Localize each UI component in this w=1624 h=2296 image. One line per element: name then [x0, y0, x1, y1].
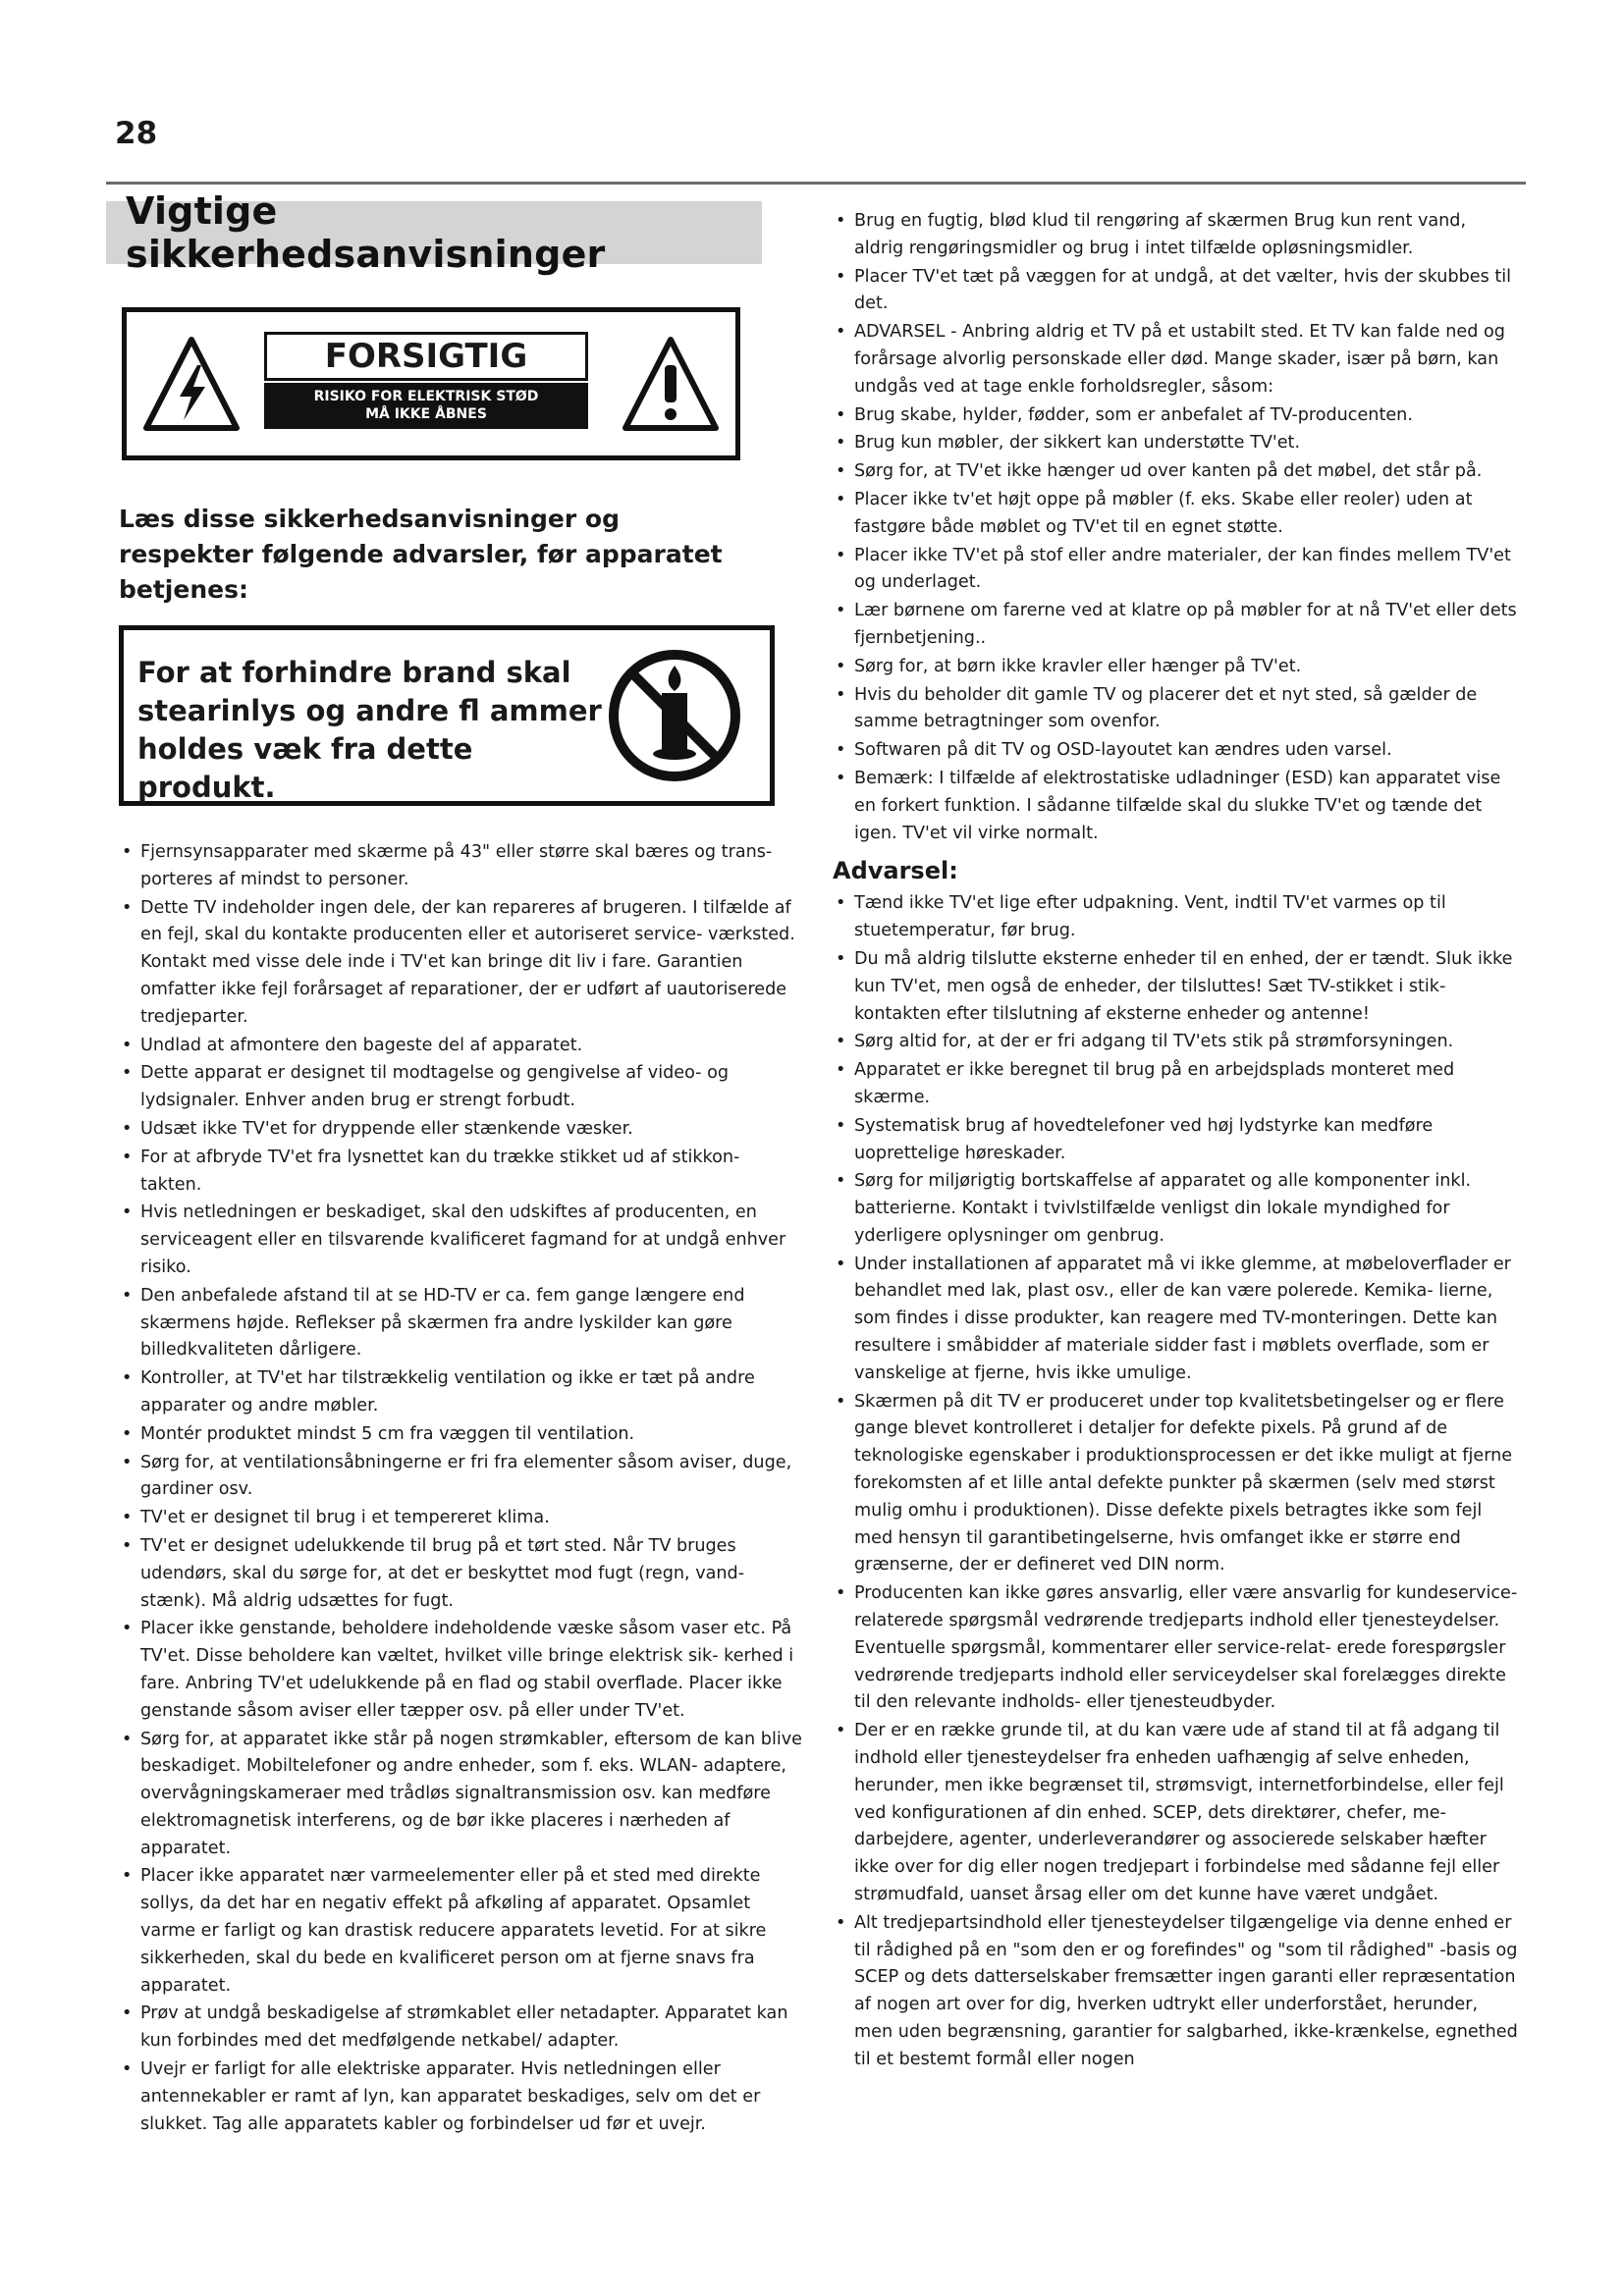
list-item: • Montér produktet mindst 5 cm fra væggen til ventilation.: [119, 1421, 806, 1449]
list-item: • Lær børnene om farerne ved at klatre op på møbler for at nå TV'et eller dets fjernbetjening..: [833, 598, 1520, 653]
list-item: • Placer ikke tv'et højt oppe på møbler (f. eks. Skabe eller reoler) uden at fastgøre både møblet og TV'et til en egnet støtte.: [833, 487, 1520, 542]
caution-subtext: [264, 383, 588, 429]
advarsel-heading: Advarsel:: [833, 857, 958, 885]
list-item: • Sørg for, at børn ikke kravler eller hænger på TV'et.: [833, 654, 1520, 681]
page-number: 28: [115, 116, 158, 151]
list-item: • Dette apparat er designet til modtagelse og gengivelse af video- og lydsignaler. Enhver anden brug er strengt forbudt.: [119, 1060, 806, 1115]
no-open-flame-icon: [605, 646, 744, 785]
caution-heading: FORSIGTIG: [264, 332, 588, 381]
list-item: • Brug kun møbler, der sikkert kan understøtte TV'et.: [833, 430, 1520, 457]
list-item: • For at afbryde TV'et fra lysnettet kan du trække stikket ud af stikkon- takten.: [119, 1145, 806, 1200]
fire-warning-box: [119, 625, 775, 806]
caution-line-1: RISIKO FOR ELEKTRISK STØD: [313, 389, 539, 404]
list-item: • Hvis netledningen er beskadiget, skal den udskiftes af producenten, en serviceagent eller en tilsvarende kvalificeret fagmand for at undgå enhver risiko.: [119, 1200, 806, 1281]
caution-line-2: MÅ IKKE ÅBNES: [365, 406, 487, 422]
list-item: • Placer TV'et tæt på væggen for at undgå, at det vælter, hvis der skubbes til det.: [833, 264, 1520, 319]
list-item: • Dette TV indeholder ingen dele, der kan repareres af brugeren. I tilfælde af en fejl, skal du kontakte producenten eller et autoriseret service- værksted. Kontakt med visse dele inde i TV'et kan bringe dit liv i fare. Garantien omfatter ikke fejl forårsaget af reparationer, der er udført af uautoriserede tredjeparter.: [119, 895, 806, 1032]
list-item: • Placer ikke apparatet nær varmeelementer eller på et sted med direkte sollys, da det har en negativ effekt på afkøling af apparatet. Opsamlet varme er farligt og kan drastisk reducere apparatets levetid. For at sikre sikkerheden, skal du bede en kvalificeret person om at fjerne snavs fra apparatet.: [119, 1863, 806, 2000]
list-item: • Du må aldrig tilslutte eksterne enheder til en enhed, der er tændt. Sluk ikke kun TV'et, men også de enheder, der tilsluttes! Sæt TV-stikket i stik- kontakten efter tilslutning af eksterne enheder og antenne!: [833, 946, 1520, 1028]
list-item: • Producenten kan ikke gøres ansvarlig, eller være ansvarlig for kundeservice-relaterede spørgsmål vedrørende tredjeparts indhold eller tjenesteydelser. Eventuelle spørgsmål, kommentarer eller service-relat- erede forespørgsler vedrørende tredjeparts indhold eller serviceydelser skal forelægges direkte til den relevante indholds- eller tjenesteudbyder.: [833, 1580, 1520, 1717]
advarsel-bullet-list: [833, 890, 1520, 2073]
caution-text-block: [264, 332, 588, 429]
list-item: • TV'et er designet udelukkende til brug på et tørt sted. Når TV bruges udendørs, skal du sørge for, at det er beskyttet mod fugt (regn, vand- stænk). Må aldrig udsættes for fugt.: [119, 1533, 806, 1615]
right-column: [833, 208, 1520, 2075]
list-item: • Placer ikke TV'et på stof eller andre materialer, der kan findes mellem TV'et og underlaget.: [833, 543, 1520, 598]
left-column: [106, 189, 803, 2139]
list-item: • Placer ikke genstande, beholdere indeholdende væske såsom vaser etc. På TV'et. Disse beholdere kan væltet, hvilket ville bringe elektrisk sik- kerhed i fare. Anbring TV'et udelukkende på en flad og stabil overflade. Placer ikke genstande såsom aviser eller tæpper osv. på eller under TV'et.: [119, 1616, 806, 1725]
list-item: • Der er en række grunde til, at du kan være ude af stand til at få adgang til indhold eller tjenesteydelser fra enheden uafhængig af selve enheden, herunder, men ikke begrænset til, strømsvigt, internetforbindelse, eller fejl ved konfigurationen af din enhed. SCEP, dets direktører, chefer, me- darbejdere, agenter, underleverandører og associerede selskaber hæfter ikke over for dig eller nogen tredjepart i forbindelse med sådanne fejl eller strømudfald, uanset årsag eller om det kunne have været undgået.: [833, 1718, 1520, 1909]
electric-shock-warning-icon: [142, 336, 241, 432]
list-item: • Bemærk: I tilfælde af elektrostatiske udladninger (ESD) kan apparatet vise en forkert funktion. I sådanne tilfælde skal du slukke TV'et og tænde det igen. TV'et vil virke normalt.: [833, 766, 1520, 847]
list-item: • Softwaren på dit TV og OSD-layoutet kan ændres uden varsel.: [833, 737, 1520, 765]
list-item: • Fjernsynsapparater med skærme på 43" eller større skal bæres og trans- porteres af mindst to personer.: [119, 839, 806, 894]
list-item: • TV'et er designet til brug i et tempereret klima.: [119, 1505, 806, 1532]
list-item: • Undlad at afmontere den bageste del af apparatet.: [119, 1033, 806, 1060]
list-item: • Hvis du beholder dit gamle TV og placerer det et nyt sted, så gælder de samme betragtninger som ovenfor.: [833, 682, 1520, 737]
list-item: • Kontroller, at TV'et har tilstrækkelig ventilation og ikke er tæt på andre apparater og andre møbler.: [119, 1365, 806, 1420]
top-divider: [106, 182, 1526, 185]
list-item: • Uvejr er farligt for alle elektriske apparater. Hvis netledningen eller antennekabler er ramt af lyn, kan apparatet beskadiges, selv om det er slukket. Tag alle apparatets kabler og forbindelser ud før et uvejr.: [119, 2056, 806, 2138]
list-item: • Sørg for, at ventilationsåbningerne er fri fra elementer såsom aviser, duge, gardiner osv.: [119, 1450, 806, 1505]
list-item: • Sørg altid for, at der er fri adgang til TV'ets stik på strømforsyningen.: [833, 1029, 1520, 1056]
list-item: • ADVARSEL - Anbring aldrig et TV på et ustabilt sted. Et TV kan falde ned og forårsage alvorlig personskade eller død. Mange skader, især på børn, kan undgås ved at tage enkle forholdsregler, såsom:: [833, 319, 1520, 400]
page-title: Vigtige sikkerhedsanvisninger: [126, 189, 606, 276]
list-item: • Under installationen af apparatet må vi ikke glemme, at møbeloverflader er behandlet med lak, plast osv., eller de kan være polerede. Kemika- lierne, som findes i disse produkter, kan reagere med TV-monteringen. Dette kan resultere i småbidder af materiale sidder fast i møblets overflade, som er vanskelige at fjerne, hvis ikke umulige.: [833, 1252, 1520, 1388]
list-item: • Sørg for, at apparatet ikke står på nogen strømkabler, eftersom de kan blive beskadiget. Mobiltelefoner og andre enheder, som f. eks. WLAN- adaptere, overvågningskameraer med trådløs signaltransmission osv. kan medføre elektromagnetisk interferens, og de bør ikke placeres i nærheden af apparatet.: [119, 1727, 806, 1863]
list-item: • Skærmen på dit TV er produceret under top kvalitetsbetingelser og er flere gange blevet kontrolleret i detaljer for defekte pixels. På grund af de teknologiske egenskaber i produktionsprocessen er det ikke muligt at fjerne forekomsten af et lille antal defekte punkter på skærmen (selv med størst mulig omhu i produktionen). Disse defekte pixels betragtes ikke som fejl med hensyn til garantibetingelserne, hvis omfanget ikke er større end grænserne, der er defineret ved DIN norm.: [833, 1389, 1520, 1580]
caution-label: [122, 307, 740, 460]
right-bullet-list: [833, 208, 1520, 847]
list-item: • Brug en fugtig, blød klud til rengøring af skærmen Brug kun rent vand, aldrig rengøringsmidler og brug i intet tilfælde opløsningsmidler.: [833, 208, 1520, 263]
left-bullet-list: [119, 839, 806, 2138]
list-item: • Udsæt ikke TV'et for dryppende eller stænkende væsker.: [119, 1116, 806, 1144]
list-item: • Systematisk brug af hovedtelefoner ved høj lydstyrke kan medføre uoprettelige høreskader.: [833, 1113, 1520, 1168]
list-item: • Prøv at undgå beskadigelse af strømkablet eller netadapter. Apparatet kan kun forbindes med det medfølgende netkabel/ adapter.: [119, 2001, 806, 2056]
read-instructions-heading: Læs disse sikkerhedsanvisninger og respekter følgende advarsler, før apparatet betjenes:: [119, 505, 723, 604]
list-item: • Apparatet er ikke beregnet til brug på en arbejdsplads monteret med skærme.: [833, 1057, 1520, 1112]
list-item: • Sørg for miljørigtig bortskaffelse af apparatet og alle komponenter inkl. batterierne. Kontakt i tvivlstilfælde venligst din lokale myndighed for yderligere oplysninger om genbrug.: [833, 1168, 1520, 1250]
list-item: • Tænd ikke TV'et lige efter udpakning. Vent, indtil TV'et varmes op til stuetemperatur, før brug.: [833, 890, 1520, 945]
list-item: • Sørg for, at TV'et ikke hænger ud over kanten på det møbel, det står på.: [833, 458, 1520, 486]
exclamation-warning-icon: [622, 336, 720, 432]
list-item: • Den anbefalede afstand til at se HD-TV er ca. fem gange længere end skærmens højde. Reflekser på skærmen fra andre lyskilder kan gøre billedkvaliteten dårligere.: [119, 1283, 806, 1364]
title-banner: [106, 189, 762, 276]
list-item: • Brug skabe, hylder, fødder, som er anbefalet af TV-producenten.: [833, 402, 1520, 430]
list-item: • Alt tredjepartsindhold eller tjenesteydelser tilgængelige via denne enhed er til rådighed på en "som den er og forefindes" og "som til rådighed" -basis og SCEP og dets datterselskaber fremsætter ingen garanti eller repræsentation af nogen art over for dig, hverken udtrykt eller underforstået, herunder, men uden begrænsning, garantier for salgbarhed, ikke-krænkelse, egnethed til et bestemt formål eller nogen: [833, 1910, 1520, 2074]
fire-warning-text: For at forhindre brand skal stearinlys og andre fl ammer holdes væk fra dette produkt.: [137, 656, 602, 804]
